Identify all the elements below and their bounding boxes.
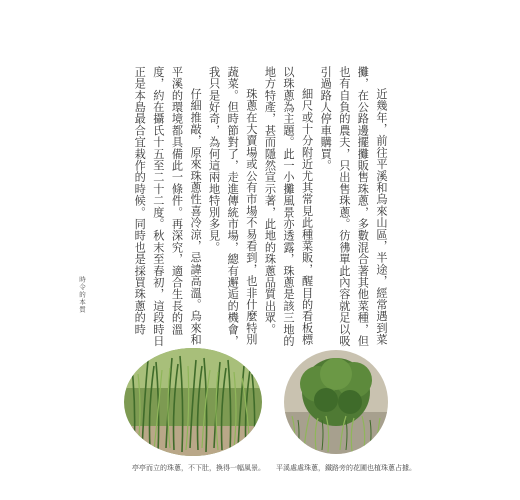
photo-caption-left: 亭亭而立的珠蔥，不下肚，換得一幅風景。 <box>132 464 265 472</box>
green-onion-plants-photo <box>124 348 262 456</box>
bush-garden-photo <box>284 350 388 454</box>
paragraph-2: 細尺或十分附近尤其常見此種菜販，醒目的看板標以珠蔥為主題。此一小攤風景亦透露，珠蔥是該三地的地方特產，甚而隱然宣示著，此地的珠蔥品質出眾。 <box>263 66 314 347</box>
paragraph-1: 近幾年，前往平溪和烏來山區，半途，經常遇到菜攤，在公路邊擺攤販售珠蔥，多數混合著其他菜種，但也有自負的農夫，只出售珠蔥。彷彿單此內容就足以吸引過路人停車購買。 <box>319 66 388 347</box>
running-head: 時令的本質 <box>78 276 86 314</box>
paragraph-4: 仔細推敲，原來珠蔥性喜冷涼，忌諱高溫。烏來和平溪的環境都具備此一條件。再深究，適合生長的溫度，約在攝氏十五至二十二度。秋末至春初，這段時日正是本島最合宜栽作的時候。同時也是採買珠蔥的時 <box>133 66 203 347</box>
paragraph-3: 珠蔥在大賣場或公有市場不易看到，也非什麼特別蔬菜。但時節對了，走進傳統市場，總有邂逅的機會，我只是好奇，為何這兩地特別多見。 <box>207 66 258 347</box>
body-text <box>128 66 390 354</box>
photo-caption-right: 平溪處處珠蔥，鐵路旁的花圃也植珠蔥占據。 <box>276 464 416 472</box>
